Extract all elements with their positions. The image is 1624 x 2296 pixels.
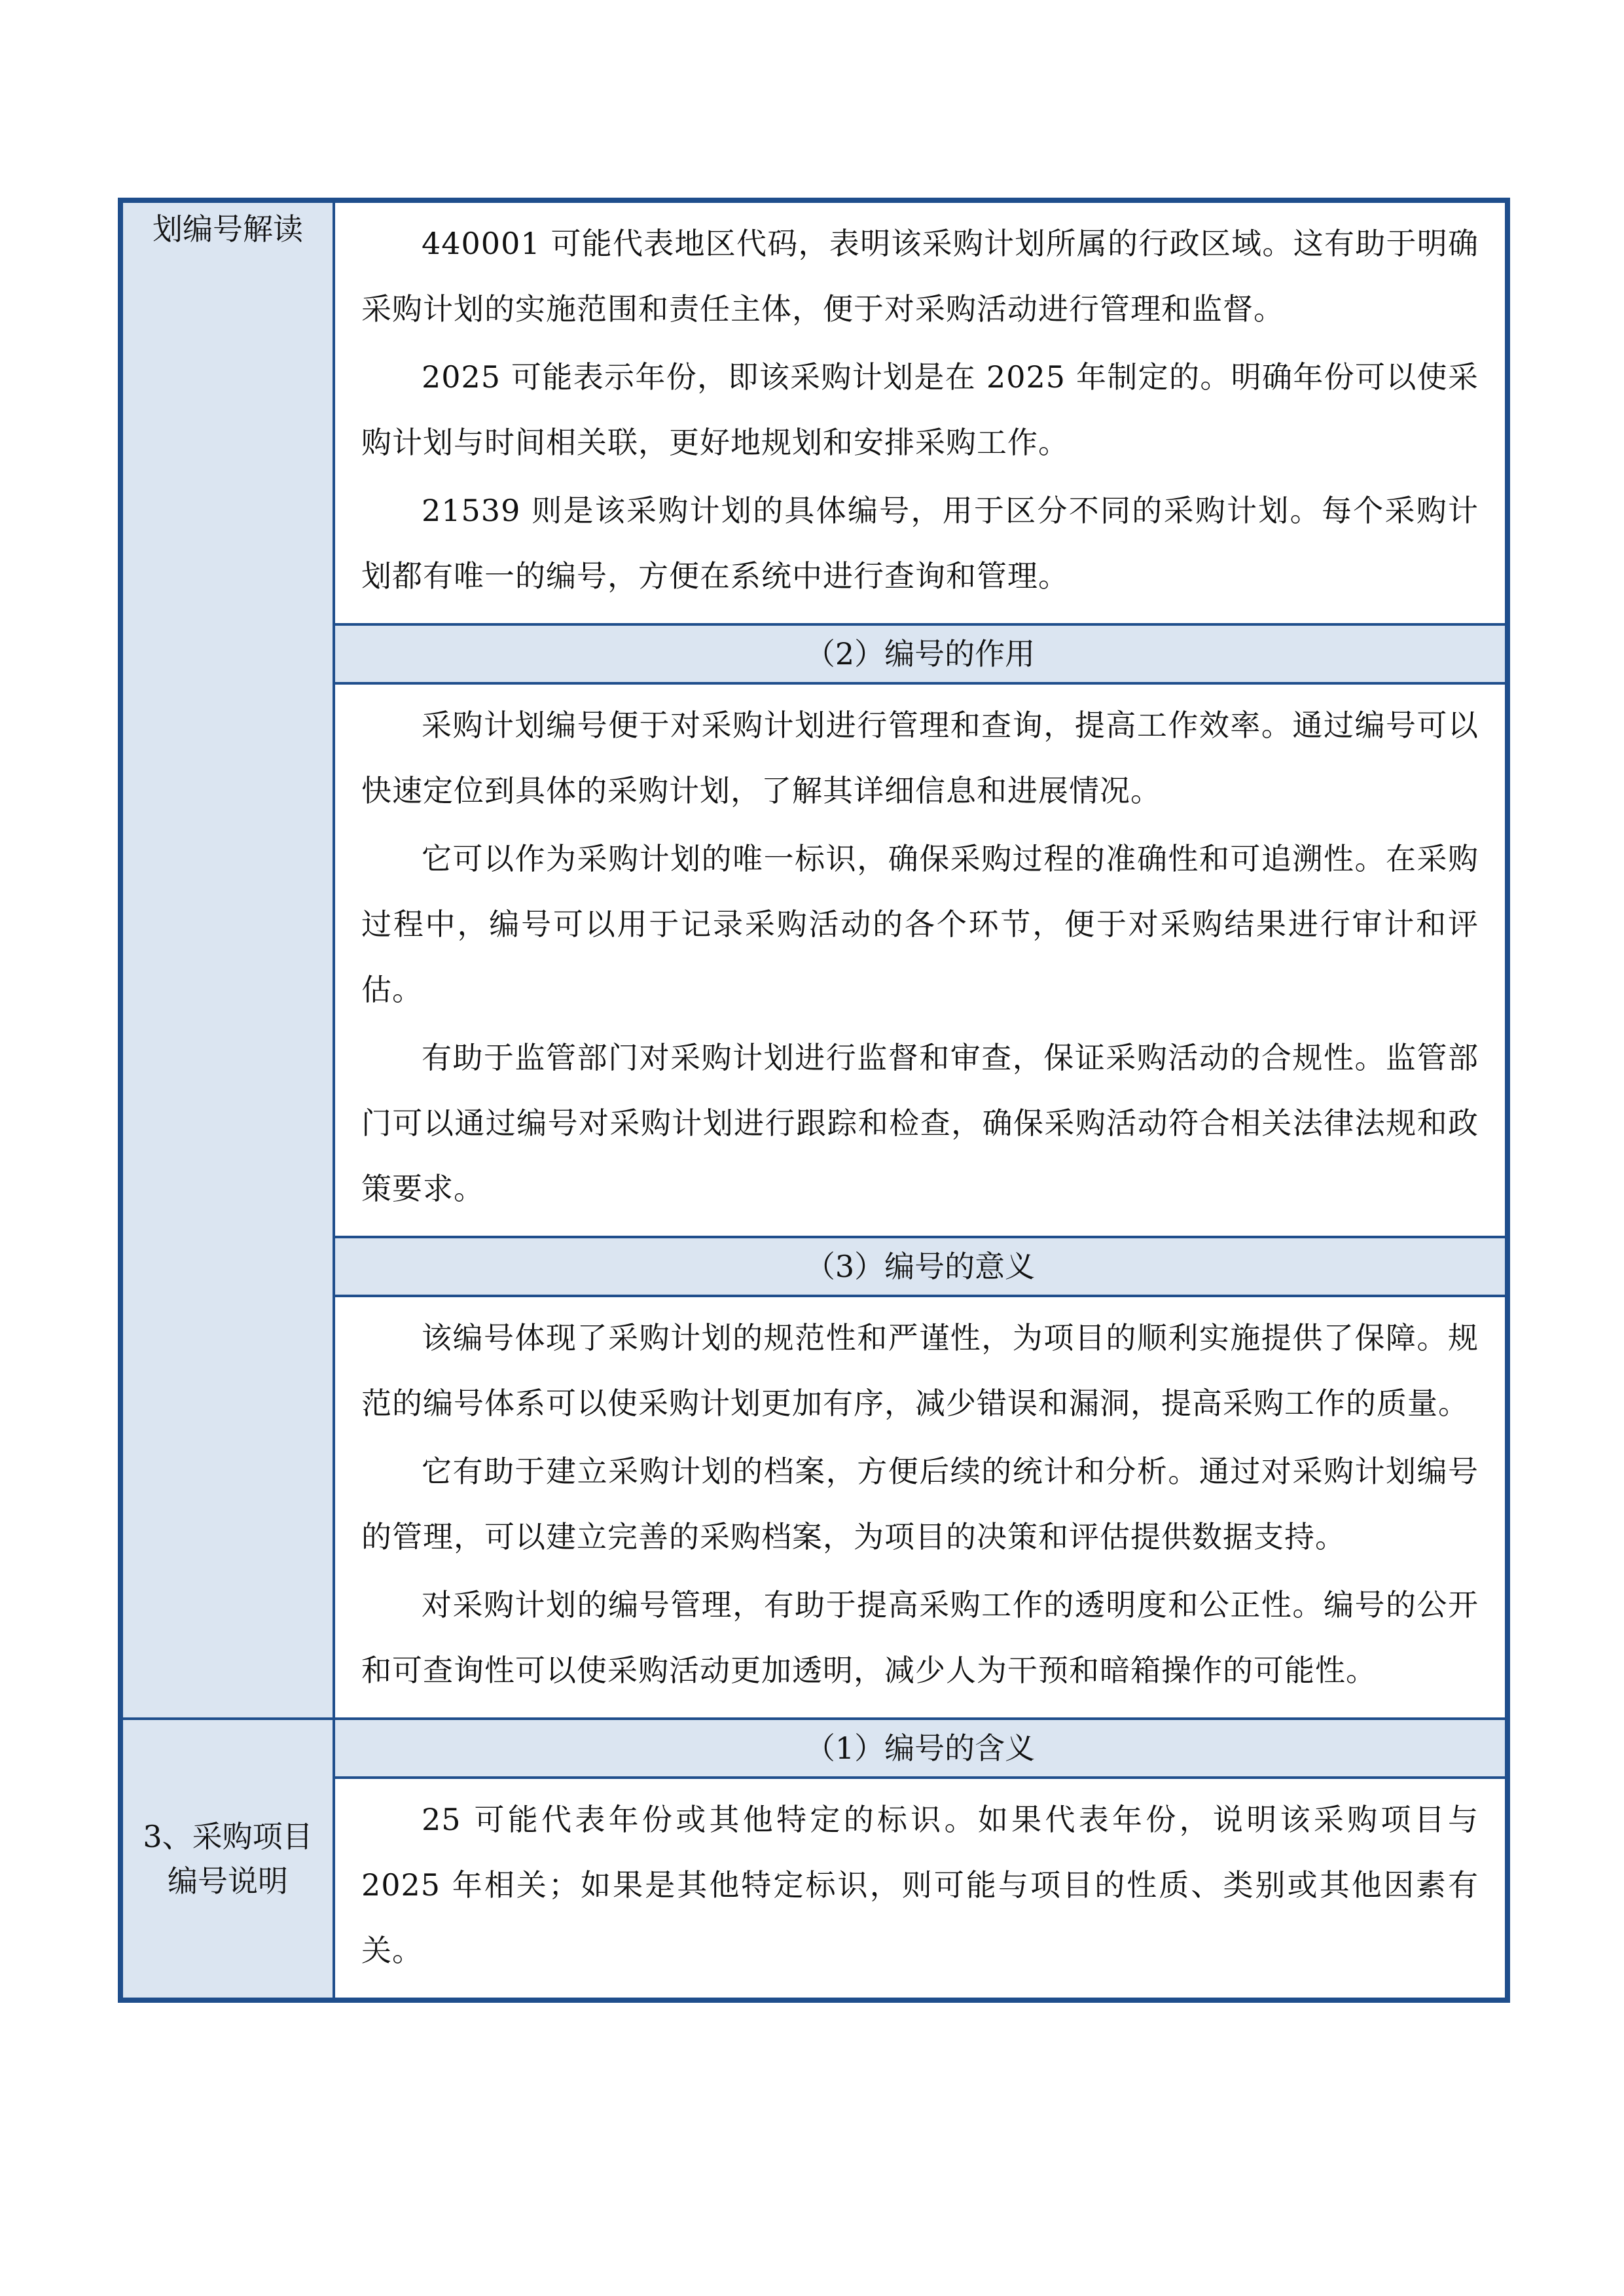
section2-label: 划编号解读 <box>153 211 303 247</box>
paragraph: 2025 可能表示年份，即该采购计划是在 2025 年制定的。明确年份可以使采购计划与时间相关联，更好地规划和安排采购工作。 <box>361 359 1479 460</box>
section3-header-row <box>120 1719 1507 1778</box>
paragraph: 它有助于建立采购计划的档案，方便后续的统计和分析。通过对采购计划编号的管理，可以建立完善的采购档案，为项目的决策和评估提供数据支持。 <box>361 1454 1479 1554</box>
paragraph: 该编号体现了采购计划的规范性和严谨性，为项目的顺利实施提供了保障。规范的编号体系可以使采购计划更加有序，减少错误和漏洞，提高采购工作的质量。 <box>361 1320 1479 1421</box>
meaning-header: （3）编号的意义 <box>334 1237 1507 1296</box>
section2-intro-content <box>334 200 1507 624</box>
paragraph: 440001 可能代表地区代码，表明该采购计划所属的行政区域。这有助于明确采购计划的实施范围和责任主体，便于对采购活动进行管理和监督。 <box>361 226 1479 327</box>
paragraph: 对采购计划的编号管理，有助于提高采购工作的透明度和公正性。编号的公开和可查询性可以使采购活动更加透明，减少人为干预和暗箱操作的可能性。 <box>361 1587 1479 1688</box>
role-header: （2）编号的作用 <box>334 624 1507 683</box>
section3-content <box>334 1778 1507 2000</box>
paragraph: 有助于监管部门对采购计划进行监督和审查，保证采购活动的合规性。监管部门可以通过编号对采购计划进行跟踪和检查，确保采购活动符合相关法律法规和政策要求。 <box>361 1040 1479 1206</box>
numbering-explanation-table <box>118 198 1510 2003</box>
paragraph: 25 可能代表年份或其他特定的标识。如果代表年份，说明该采购项目与 2025 年相关；如果是其他特定标识，则可能与项目的性质、类别或其他因素有关。 <box>361 1802 1479 1968</box>
section3-label-cell <box>120 1719 334 2000</box>
paragraph: 采购计划编号便于对采购计划进行管理和查询，提高工作效率。通过编号可以快速定位到具体的采购计划，了解其详细信息和进展情况。 <box>361 708 1479 808</box>
section3-content-header: （1）编号的含义 <box>334 1719 1507 1778</box>
section3-label: 3、采购项目编号说明 <box>143 1819 313 1899</box>
section2-label-cell <box>120 200 334 1719</box>
section2-intro-row <box>120 200 1507 624</box>
paragraph: 它可以作为采购计划的唯一标识，确保采购过程的准确性和可追溯性。在采购过程中，编号可以用于记录采购活动的各个环节，便于对采购结果进行审计和评估。 <box>361 841 1479 1007</box>
role-content <box>334 683 1507 1237</box>
meaning-content <box>334 1296 1507 1719</box>
paragraph: 21539 则是该采购计划的具体编号，用于区分不同的采购计划。每个采购计划都有唯一的编号，方便在系统中进行查询和管理。 <box>361 493 1479 594</box>
